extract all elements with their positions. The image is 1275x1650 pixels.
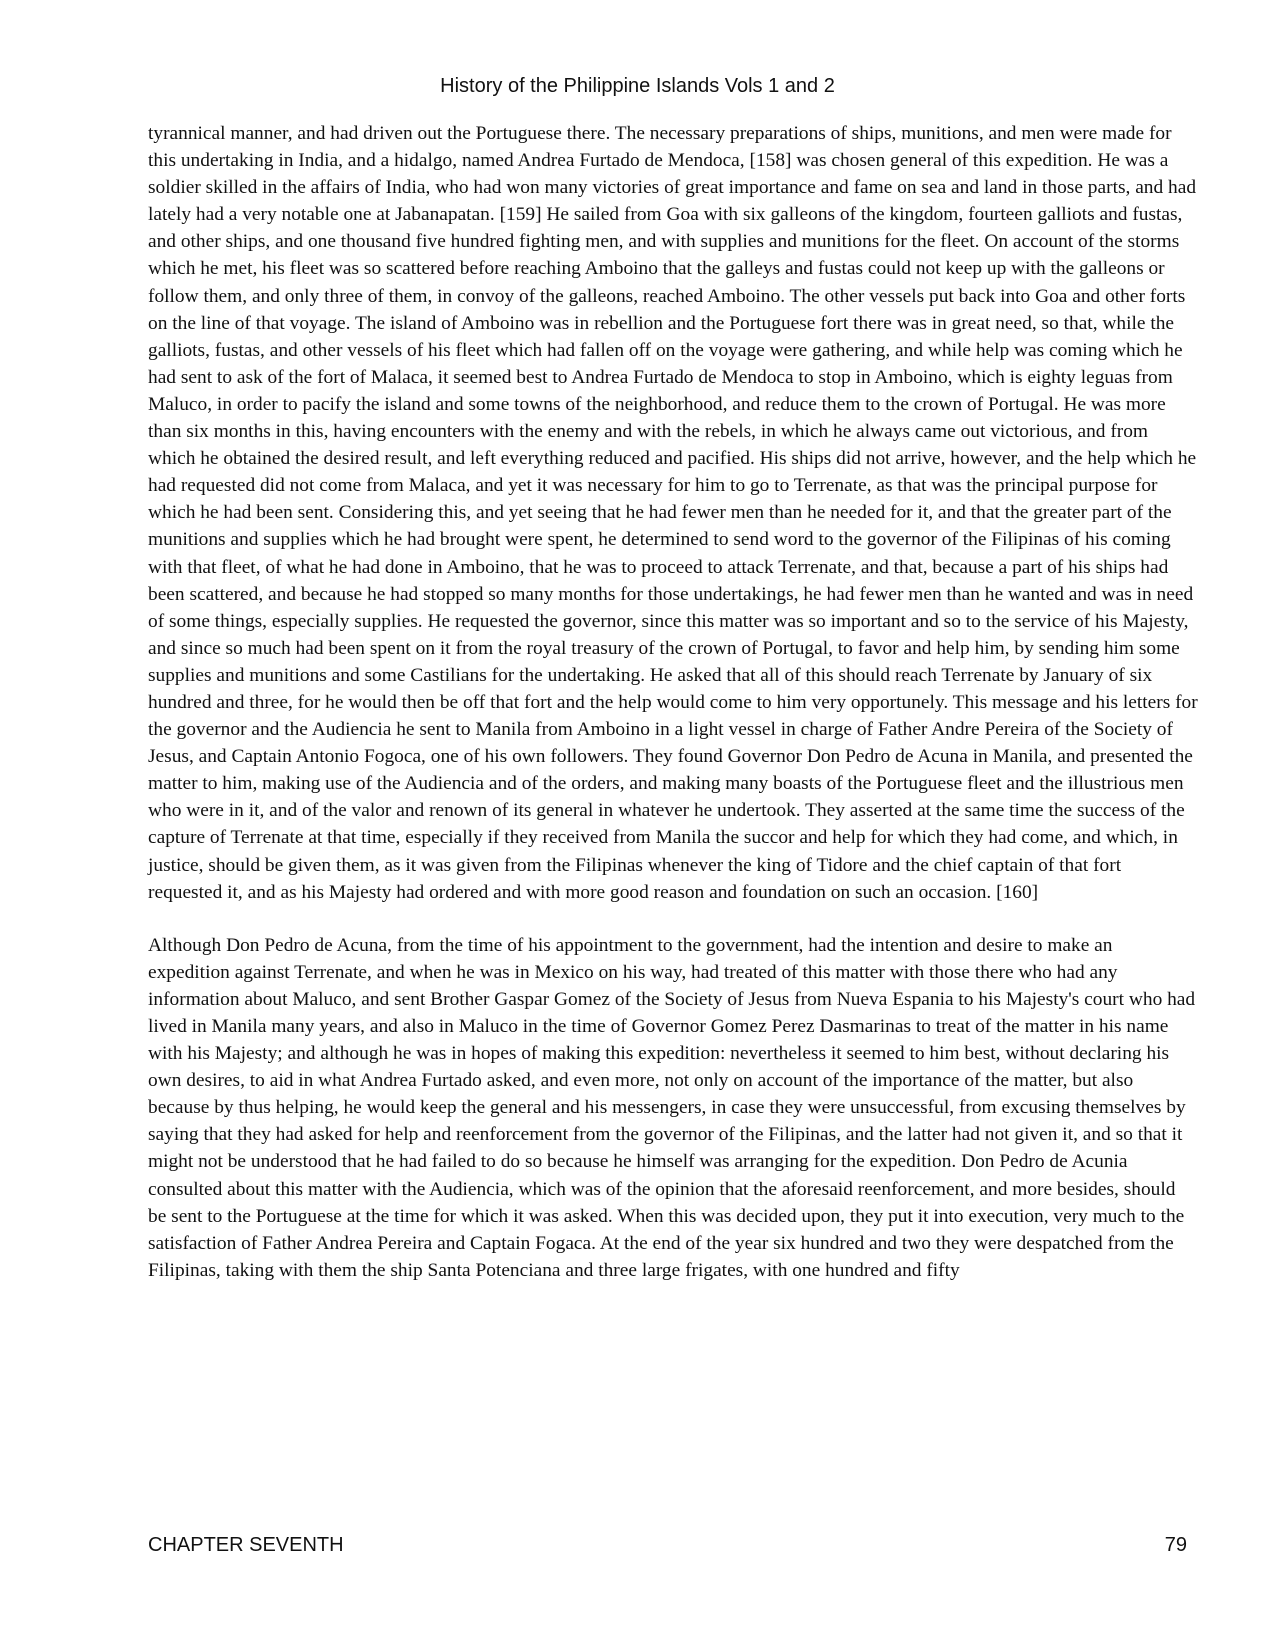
paragraph: Although Don Pedro de Acuna, from the time of his appointment to the government, had the intention and desire to make an expedition against Terrenate, and when he was in Mexico on his way, had treated of this matter with those there who had any information about Maluco, and sent Brother Gaspar Gomez of the Society of Jesus from Nueva Espania to his Majesty's court who had lived in Manila many years, and also in Maluco in the time of Governor Gomez Perez Dasmarinas to treat of the matter in his name with his Majesty; and although he was in hopes of making this expedition: nevertheless it seemed to him best, without declaring his own desires, to aid in what Andrea Furtado asked, and even more, not only on account of the importance of the matter, but also because by thus helping, he would keep the general and his messengers, in case they were unsuccessful, from excusing themselves by saying that they had asked for help and reenforcement from the governor of the Filipinas, and the latter had not given it, and so that it might not be understood that he had failed to do so because he himself was arranging for the expedition. Don Pedro de Acunia consulted about this matter with the Audiencia, which was of the opinion that the aforesaid reenforcement, and more besides, should be sent to the Portuguese at the time for which it was asked. When this was decided upon, they put it into execution, very much to the satisfaction of Father Andrea Pereira and Captain Fogaca. At the end of the year six hundred and two they were despatched from the Filipinas, taking with them the ship Santa Potenciana and three large frigates, with one hundred and fifty <box>148 934 1196 1281</box>
paragraph: tyrannical manner, and had driven out the Portuguese there. The necessary preparations of ships, munitions, and men were made for this undertaking in India, and a hidalgo, named Andrea Furtado de Mendoca, [158] was chosen general of this expedition. He was a soldier skilled in the affairs of India, who had won many victories of great importance and fame on sea and land in those parts, and had lately had a very notable one at Jabanapatan. [159] He sailed from Goa with six galleons of the kingdom, fourteen galliots and fustas, and other ships, and one thousand five hundred fighting men, and with supplies and munitions for the fleet. On account of the storms which he met, his fleet was so scattered before reaching Amboino that the galleys and fustas could not keep up with the galleons or follow them, and only three of them, in convoy of the galleons, reached Amboino. The other vessels put back into Goa and other forts on the line of that voyage. The island of Amboino was in rebellion and the Portuguese fort there was in great need, so that, while the galliots, fustas, and other vessels of his fleet which had fallen off on the voyage were gathering, and while help was coming which he had sent to ask of the fort of Malaca, it seemed best to Andrea Furtado de Mendoca to stop in Amboino, which is eighty leguas from Maluco, in order to pacify the island and some towns of the neighborhood, and reduce them to the crown of Portugal. He was more than six months in this, having encounters with the enemy and with the rebels, in which he always came out victorious, and from which he obtained the desired result, and left everything reduced and pacified. His ships did not arrive, however, and the help which he had requested did not come from Malaca, and yet it was necessary for him to go to Terrenate, as that was the principal purpose for which he had been sent. Considering this, and yet seeing that he had fewer men than he needed for it, and that the greater part of the munitions and supplies which he had brought were spent, he determined to send word to the governor of the Filipinas of his coming with that fleet, of what he had done in Amboino, that he was to proceed to attack Terrenate, and that, because a part of his ships had been scattered, and because he had stopped so many months for those undertakings, he had fewer men than he wanted and was in need of some things, especially supplies. He requested the governor, since this matter was so important and so to the service of his Majesty, and since so much had been spent on it from the royal treasury of the crown of Portugal, to favor and help him, by sending him some supplies and munitions and some Castilians for the undertaking. He asked that all of this should reach Terrenate by January of six hundred and three, for he would then be off that fort and the help would come to him very opportunely. This message and his letters for the governor and the Audiencia he sent to Manila from Amboino in a light vessel in charge of Father Andre Pereira of the Society of Jesus, and Captain Antonio Fogoca, one of his own followers. They found Governor Don Pedro de Acuna in Manila, and presented the matter to him, making use of the Audiencia and of the orders, and making many boasts of the Portuguese fleet and the illustrious men who were in it, and of the valor and renown of its general in whatever he undertook. They asserted at the same time the success of the capture of Terrenate at that time, especially if they received from Manila the succor and help for which they had come, and which, in justice, should be given them, as it was given from the Filipinas whenever the king of Tidore and the chief captain of that fort requested it, and as his Majesty had ordered and with more good reason and foundation on such an occasion. [160] <box>148 123 1198 903</box>
running-header-title: History of the Philippine Islands Vols 1 and 2 <box>440 75 835 97</box>
page-footer <box>148 1533 1187 1557</box>
page-number: 79 <box>1164 1534 1187 1556</box>
chapter-title: CHAPTER SEVENTH <box>148 1534 344 1556</box>
body-text <box>148 120 1198 1284</box>
